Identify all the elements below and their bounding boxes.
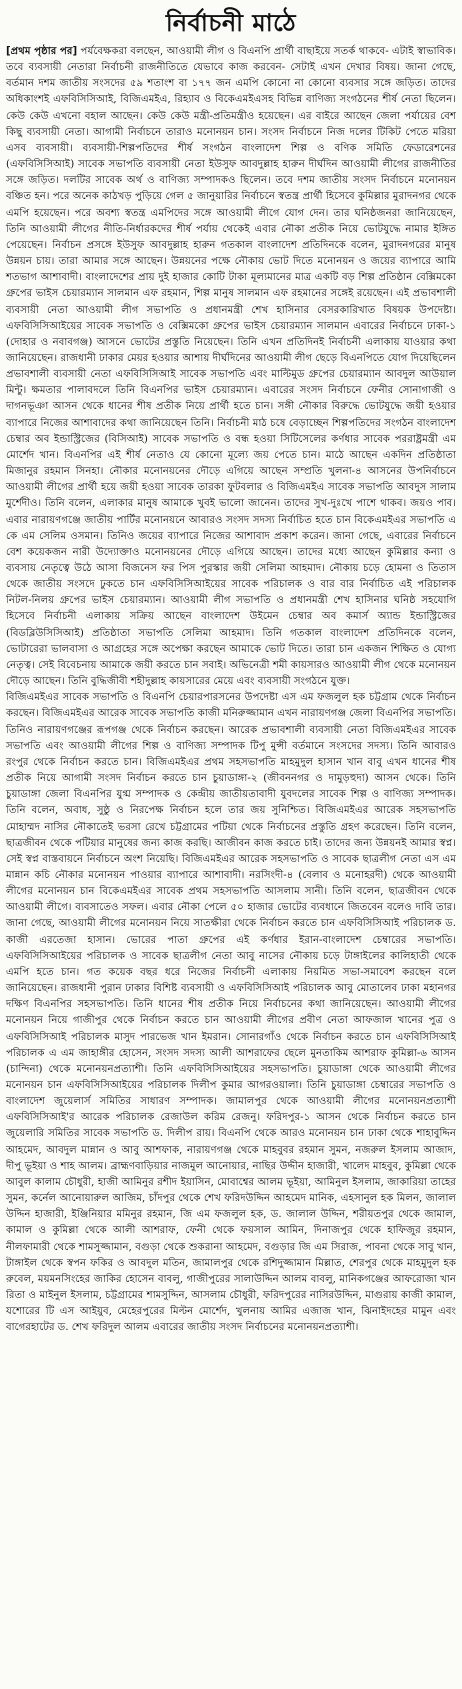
article-headline: নির্বাচনী মাঠে [165,9,297,37]
article-body [6,44,456,1337]
article-paragraph-1 [6,44,456,690]
paragraph-text: পর্যবেক্ষকরা বলছেন, আওয়ামী লীগ ও বিএনপি প্রার্থী বাছাইয়ে সতর্ক থাকবে- এটাই স্বাভাবিক। তবে ব্যবসায়ী নেতারা নির্বাচনী রাজনীতিতে যেভাবে কাজ করবেন- সেটাই এখন দেখার বিষয়। জানা গেছে, বর্তমান দশম জাতীয় সংসদের ৫৯ শতাংশ বা ১৭৭ জন এমপি কোনো না কোনো ব্যবসার সঙ্গে জড়িত। তাদের অধিকাংশই এফবিসিসিআই, বিজিএমইএ, রিহ্যাব ও বিকেএমইএসহ বিভিন্ন বাণিজ্য সংগঠনের শীর্ষ নেতা ছিলেন। কেউ কেউ এখনো বহাল আছেন। কেউ কেউ মন্ত্রী-প্রতিমন্ত্রীও হয়েছেন। এর বাইরে আছেন জেলা পর্যায়ের বেশ কিছু ব্যবসায়ী নেতা। আগামী নির্বাচনে তারাও মনোনয়ন চান। সংসদ নির্বাচনে নিজ দলের টিকিট পেতে মরিয়া এসব ব্যবসায়ী। ব্যবসায়ী-শিল্পপতিদের শীর্ষ সংগঠন বাংলাদেশ শিল্প ও বণিক সমিতি ফেডারেশনের (এফবিসিসিআই) সাবেক সভাপতি ব্যবসায়ী নেতা ইউসুফ আবদুল্লাহ হারুন দীর্ঘদিন আওয়ামী লীগের রাজনীতির সঙ্গে জড়িত। দলটির সাবেক অর্থ ও বাণিজ্য সম্পাদকও ছিলেন। তবে দশম জাতীয় সংসদ নির্বাচনে মনোনয়ন বঞ্চিত হন। পরে অনেক কাঠখড় পুড়িয়ে গেল ৫ জানুয়ারির নির্বাচনে স্বতন্ত্র প্রার্থী হিসেবে কুমিল্লার মুরাদনগর থেকে এমপি হয়েছেন। পরে অবশ্য স্বতন্ত্র এমপিদের সঙ্গে আওয়ামী লীগে যোগ দেন। তার ঘনিষ্ঠজনরা জানিয়েছেন, তিনি আওয়ামী লীগের নীতি-নির্ধারকদের শীর্ষ পর্যায় থেকেই এবার নৌকা প্রতীক নিয়ে ভোটযুদ্ধে নামার ইঙ্গিত পেয়েছেন। নির্বাচন প্রসঙ্গে ইউসুফ আবদুল্লাহ হারুন গতকাল বাংলাদেশ প্রতিদিনকে বলেন, মুরাদনগরের মানুষ উন্নয়ন চায়। তারা আমার সঙ্গে আছেন। উন্নয়নের পক্ষে নৌকায় ভোট দিতে মনোনয়ন ও জয়ের ব্যাপারে আমি শতভাগ আশাবাদী। বাংলাদেশের প্রায় দুই হাজার কোটি টাকা মূল্যমানের মাত্র একটি বড় শিল্প প্রতিষ্ঠান বেক্সিমকো গ্রুপের ভাইস চেয়ারম্যান সালমান এফ রহমান, শিল্প মানুষ সালমান এফ রহমানের সঙ্গেই রয়েছেন। এই প্রভাবশালী ব্যবসায়ী নেতা আওয়ামী লীগ সভাপতি ও প্রধানমন্ত্রী শেখ হাসিনার বেসরকারিখাত বিষয়ক উপদেষ্টা। এফবিসিসিআইয়ের সাবেক সভাপতি ও বেক্সিমকো গ্রুপের ভাইস চেয়ারম্যান সালমান এবারের নির্বাচনে ঢাকা-১ (দোহার ও নবাবগঞ্জ) আসনে ভোটের প্রস্তুতি নিয়েছেন। তিনি এখন প্রতিদিনই নির্বাচনী এলাকায় যাওয়ার কথা জানিয়েছেন। রাজধানী ঢাকার মেয়র হওয়ার আশায় দীর্ঘদিনের আওয়ামী লীগ ছেড়ে বিএনপিতে যোগ দিয়েছিলেন প্রভাবশালী ব্যবসায়ী নেতা এফবিসিসিআই সাবেক সভাপতি এবং মাল্টিমুড গ্রুপের চেয়ারম্যান আবদুল আউয়াল মিন্টু। ক্ষমতার পালাবদলে তিনি বিএনপির ভাইস চেয়ারম্যান। এবারের সংসদ নির্বাচনে ফেনীর সোনাগাজী ও দাগনভূঞা আসন থেকে ধানের শীষ প্রতীক নিয়ে প্রার্থী হতে চান। সঙ্গী নৌকার বিরুদ্ধে ভোটযুদ্ধে জয়ী হওয়ার ব্যাপারে নিজের আশাবাদের কথা জানিয়েছেন তিনি। নির্বাচনী মাঠ চষে বেড়াচ্ছেন শিল্পপতিদের সংগঠন বাংলাদেশ চেম্বার অব ইন্ডাস্ট্রিজের (বিসিআই) সাবেক সভাপতি ও বন্ধ হওয়া সিটিসেলের কর্ণধার সাবেক পররাষ্ট্রমন্ত্রী এম মোর্শেদ খান। বিএনপির এই শীর্ষ নেতাও যে কোনো মূল্যে জয় পেতে চান। মাঠে আছেন একদিন প্রতিষ্ঠাতা মিজানুর রহমান সিনহা। নৌকার মনোনয়নের দৌড়ে এগিয়ে আছেন সম্প্রতি খুলনা-৪ আসনের উপনির্বাচনে আওয়ামী লীগের প্রার্থী হয়ে জয়ী হওয়া সাবেক তারকা ফুটবলার ও বিজিএমইএ সাবেক সভাপতি আবদুস সালাম মুর্শেদীও। তিনি বলেন, এলাকার মানুষ আমাকে খুবই ভালো জানেন। তাদের সুখ-দুঃখে পাশে থাকব। জয়ও পাব। এবার নারায়ণগঞ্জে জাতীয় পার্টির মনোনয়নে আবারও সংসদ সদস্য নির্বাচিত হতে চান বিকেএমইএর সভাপতি এ কে এম সেলিম ওসমান। তিনিও জয়ের ব্যাপারে নিজের আশাবাদ প্রকাশ করেন। জানা গেছে, এবারের নির্বাচনে বেশ কয়েকজন নারী উদ্যোক্তাও মনোনয়নের দৌড়ে এগিয়ে আছেন। তাদের মধ্যে আছেন কুমিল্লার কন্যা ও ব্যবসায় নেতৃত্বে উঠে আসা বিজনেস ফর পিস পুরস্কার জয়ী সেলিমা আহমাদ। নৌকায় চড়ে হোমনা ও তিতাস থেকে জাতীয় সংসদে ঢুকতে চান এফবিসিসিআইয়ের সাবেক পরিচালক ও বার বার নির্বাচিত এই পরিচালক নিটল-নিলয় গ্রুপের ভাইস চেয়ারম্যান। আওয়ামী লীগ সভাপতি ও প্রধানমন্ত্রী শেখ হাসিনার ঘনিষ্ঠ সহযোগি হিসেবে নির্বাচনী এলাকায় সক্রিয় আছেন বাংলাদেশ উইমেন চেম্বার অব কমার্স অ্যান্ড ইন্ডাস্ট্রিজের (বিডব্লিউসিসিআই) প্রতিষ্ঠাতা সভাপতি সেলিমা আহমাদ। তিনি গতকাল বাংলাদেশ প্রতিদিনকে বলেন, ভোটারেরা ভালবাসা ও আগ্রহের সঙ্গে অপেক্ষা করছেন আমাকে ভোট দিতে। তারা চান একজন শিক্ষিত ও যোগ্য নেতৃত্ব। সেই বিবেচনায় আমাকে জয়ী করতে চান সবাই। অভিনেত্রী শমী কায়সারও আওয়ামী লীগ থেকে মনোনয়ন দৌড়ে আছেন। তিনি বুদ্ধিজীবী শহীদুল্লাহ কায়সারের মেয়ে এবং ব্যবসায়ী সংগঠনে যুক্ত। [6,46,456,688]
continuation-tag: [প্রথম পৃষ্ঠার পর] [6,46,78,57]
article-paragraph-2 [6,690,456,1336]
paragraph-text: বিজিএমইএর সাবেক সভাপতি ও বিএনপি চেয়ারপারসনের উপদেষ্টা এস এম ফজলুল হক চট্টগ্রাম থেকে নির্বাচন করছেন। বিজিএমইএর আরেক সাবেক সভাপতি কাজী মনিরুজ্জামান এখন নারায়ণগঞ্জ জেলা বিএনপির সভাপতি। তিনিও নারায়ণগঞ্জের রূপগঞ্জ থেকে নির্বাচন করছেন। আরেক প্রভাবশালী ব্যবসায়ী নেতা বিজিএমইএর সাবেক সভাপতি এবং আওয়ামী লীগের শিল্প ও বাণিজ্য সম্পাদক টিপু মুন্সী বর্তমানে সংসদের সদস্য। তিনি আবারও রংপুর থেকে নির্বাচন করতে চান। বিজিএমইএর প্রথম সহসভাপতি মাহমুদুল হাসান খান বাবু এখন ধানের শীষ প্রতীক নিয়ে আগামী সংসদ নির্বাচন করতে চান চুয়াডাঙ্গা-২ (জীবননগর ও দামুড়হুদা) আসন থেকে। তিনি চুয়াডাঙ্গা জেলা বিএনপির যুগ্ম সম্পাদক ও কেন্দ্রীয় জাতীয়তাবাদী যুবদলের সাবেক শিল্প ও বাণিজ্য সম্পাদক। তিনি বলেন, অবাধ, সুষ্ঠু ও নিরপেক্ষ নির্বাচন হলে তার জয় সুনিশ্চিত। বিজিএমইএর আরেক সহসভাপতি মোহাম্মদ নাসির নৌকাতেই ভরসা রেখে চট্টগ্রামের পটিয়া থেকে নির্বাচনের প্রস্তুতি গ্রহণ করেছেন। তিনি বলেন, ছাত্রজীবন থেকে পটিয়ার মানুষের জন্য কাজ করছি। আজীবন কাজ করতে চাই। তাদের জন্য উন্নয়নই আমার স্বপ্ন। সেই স্বপ্ন বাস্তবায়নে নির্বাচনে অংশ নিয়েছি। বিজিএমইএর আরেক সহসভাপতি ও সাবেক ছাত্রলীগ নেতা এস এম মান্নান কচি নৌকার মনোনয়ন পাওয়ার ব্যাপারে আশাবাদী। নরসিংদী-৪ (বেলাব ও মনোহরদী) থেকে আওয়ামী লীগের মনোনয়ন চান বিকেএমইএর সাবেক প্রথম সহসভাপতি আসলাম সানী। তিনি বলেন, ছাত্রজীবন থেকে আওয়ামী লীগে। ব্যবসাতেও সফল। এবার নৌকা পেলে ৫০ হাজার ভোটের ব্যবধানে জিতবেন বলেও দাবি তার। জানা গেছে, আওয়ামী লীগের মনোনয়ন নিয়ে সাতক্ষীরা থেকে নির্বাচন করতে চান এফবিসিসিআই পরিচালক ড. কাজী এরতেজা হাসান। ভোরের পাতা গ্রুপের এই কর্ণধার ইরান-বাংলাদেশ চেম্বারের সভাপতি। এফবিসিসিআইয়ের পরিচালক ও সাবেক ছাত্রলীগ নেতা আবু নাসের নৌকায় চড়ে টাঙ্গাইলের কালিহাতী থেকে এমপি হতে চান। গত কয়েক বছর ধরে নিজের নির্বাচনী এলাকায় নিয়মিত সভা-সমাবেশ করছেন বলে জানিয়েছেন। রাজধানী পুরান ঢাকার বিশিষ্ট ব্যবসায়ী ও এফবিসিসিআই পরিচালক আবু মোতালেব ঢাকা মহানগর দক্ষিণ বিএনপির সহসভাপতি। তিনি ধানের শীষ প্রতীক নিয়ে নির্বাচনের কথা জানিয়েছেন। আওয়ামী লীগের মনোনয়ন নিয়ে গাজীপুর থেকে নির্বাচন করতে চান আওয়ামী লীগের প্রবীণ নেতা আফজাল খানের পুত্র ও এফবিসিসিআই পরিচালক মাসুদ পারভেজ খান ইমরান। সোনারগাঁও থেকে নির্বাচন করতে চান এফবিসিসিআই পরিচালক এ এম জাহাঙ্গীর হোসেন, সংসদ সদস্য আলী আশরাফের ছেলে মুনতাকিম আশরাফ কুমিল্লা-৬ আসন (চান্দিনা) থেকে মনোনয়নপ্রত্যাশী। তিনি এফবিসিসিআইয়ের সহসভাপতি। চুয়াডাঙ্গা থেকে আওয়ামী লীগের মনোনয়ন চান এফবিসিসিআইয়ের পরিচালক দিলীপ কুমার আগরওয়ালা। তিনি চুয়াডাঙ্গা চেম্বারের সভাপতি ও বাংলাদেশ জুয়েলার্স সমিতির সাধারণ সম্পাদক। জামালপুর থেকে আওয়ামী লীগের মনোনয়নপ্রত্যাশী এফবিসিসিআই'র আরেক পরিচালক রেজাউল করিম রেজনু। ফরিদপুর-১ আসন থেকে নির্বাচন করতে চান জুয়েলারি সমিতির সাবেক সভাপতি ড. দিলীপ রায়। বিএনপি থেকে আরও মনোনয়ন চান ঢাকা থেকে শাহাবুদ্দিন আহমেদ, আবদুল মান্নান ও আবু আশফাক, নারায়ণগঞ্জ থেকে মাহবুবর রহমান সুমন, নজরুল ইসলাম আজাদ, দীপু ভূইয়া ও শাহ আলম। ব্রাহ্মণবাড়িয়ার নাজমুল আনোয়ার, নাছির উদ্দীন হাজারী, খালেদ মাহবুব, কুমিল্লা থেকে আবুল কালাম চৌধুরী, হাজী আমিনুর রশীদ ইয়াসিন, মোবাশ্বের আলম ভূইয়া, আমিনুল ইসলাম, জাকারিয়া তাহের সুমন, কর্নেল আনোয়ারুল আজিম, চাঁদপুর থেকে শেখ ফরিদউদ্দিন আহমেদ মানিক, এহসানুল হক মিলন, জালাল উদ্দিন হাজারী, ইঞ্জিনিয়ার মমিনুর রহমান, জি এম ফজলুল হক, ড. জালাল উদ্দিন, শরীয়তপুর থেকে জামাল, কামাল ও কুমিল্লা থেকে আলী আশরাফ, ফেনী থেকে ফয়সাল আমিন, দিনাজপুর থেকে হাফিজুর রহমান, নীলফামারী থেকে শামসুজ্জামান, বগুড়া থেকে শুকরানা আহমেদ, বগুড়ার জি এম সিরাজ, পাবনা থেকে সাবু খান, টাঙ্গাইল থেকে স্বপন ফকির ও আবদুল মতিন, জামালপুর থেকে রশিদুজ্জামান মিল্লাত, শেরপুর থেকে মাহমুদুল হক রুবেল, ময়মনসিংহের জাকির হোসেন বাবলু, গাজীপুরের সালাউদ্দিন আলম বাবলু, মানিকগঞ্জের আফরোজা খান রিতা ও মাইনুল ইসলাম, চট্টগ্রামের শামসুদ্দিন, আসলাম চৌধুরী, ফরিদপুরের নাসিরউদ্দিন, মাগুরায় কাজী কামাল, যশোরের টি এস আইয়ুব, মেহেরপুরের মিল্টন মোর্শেদ, খুলনায় আমির এজাজ খান, ঝিনাইদহের মামুন এবং বাগেরহাটের ড. শেখ ফরিদুল আলম এবারের জাতীয় সংসদ নির্বাচনের মনোনয়নপ্রত্যাশী। [6,692,456,1334]
